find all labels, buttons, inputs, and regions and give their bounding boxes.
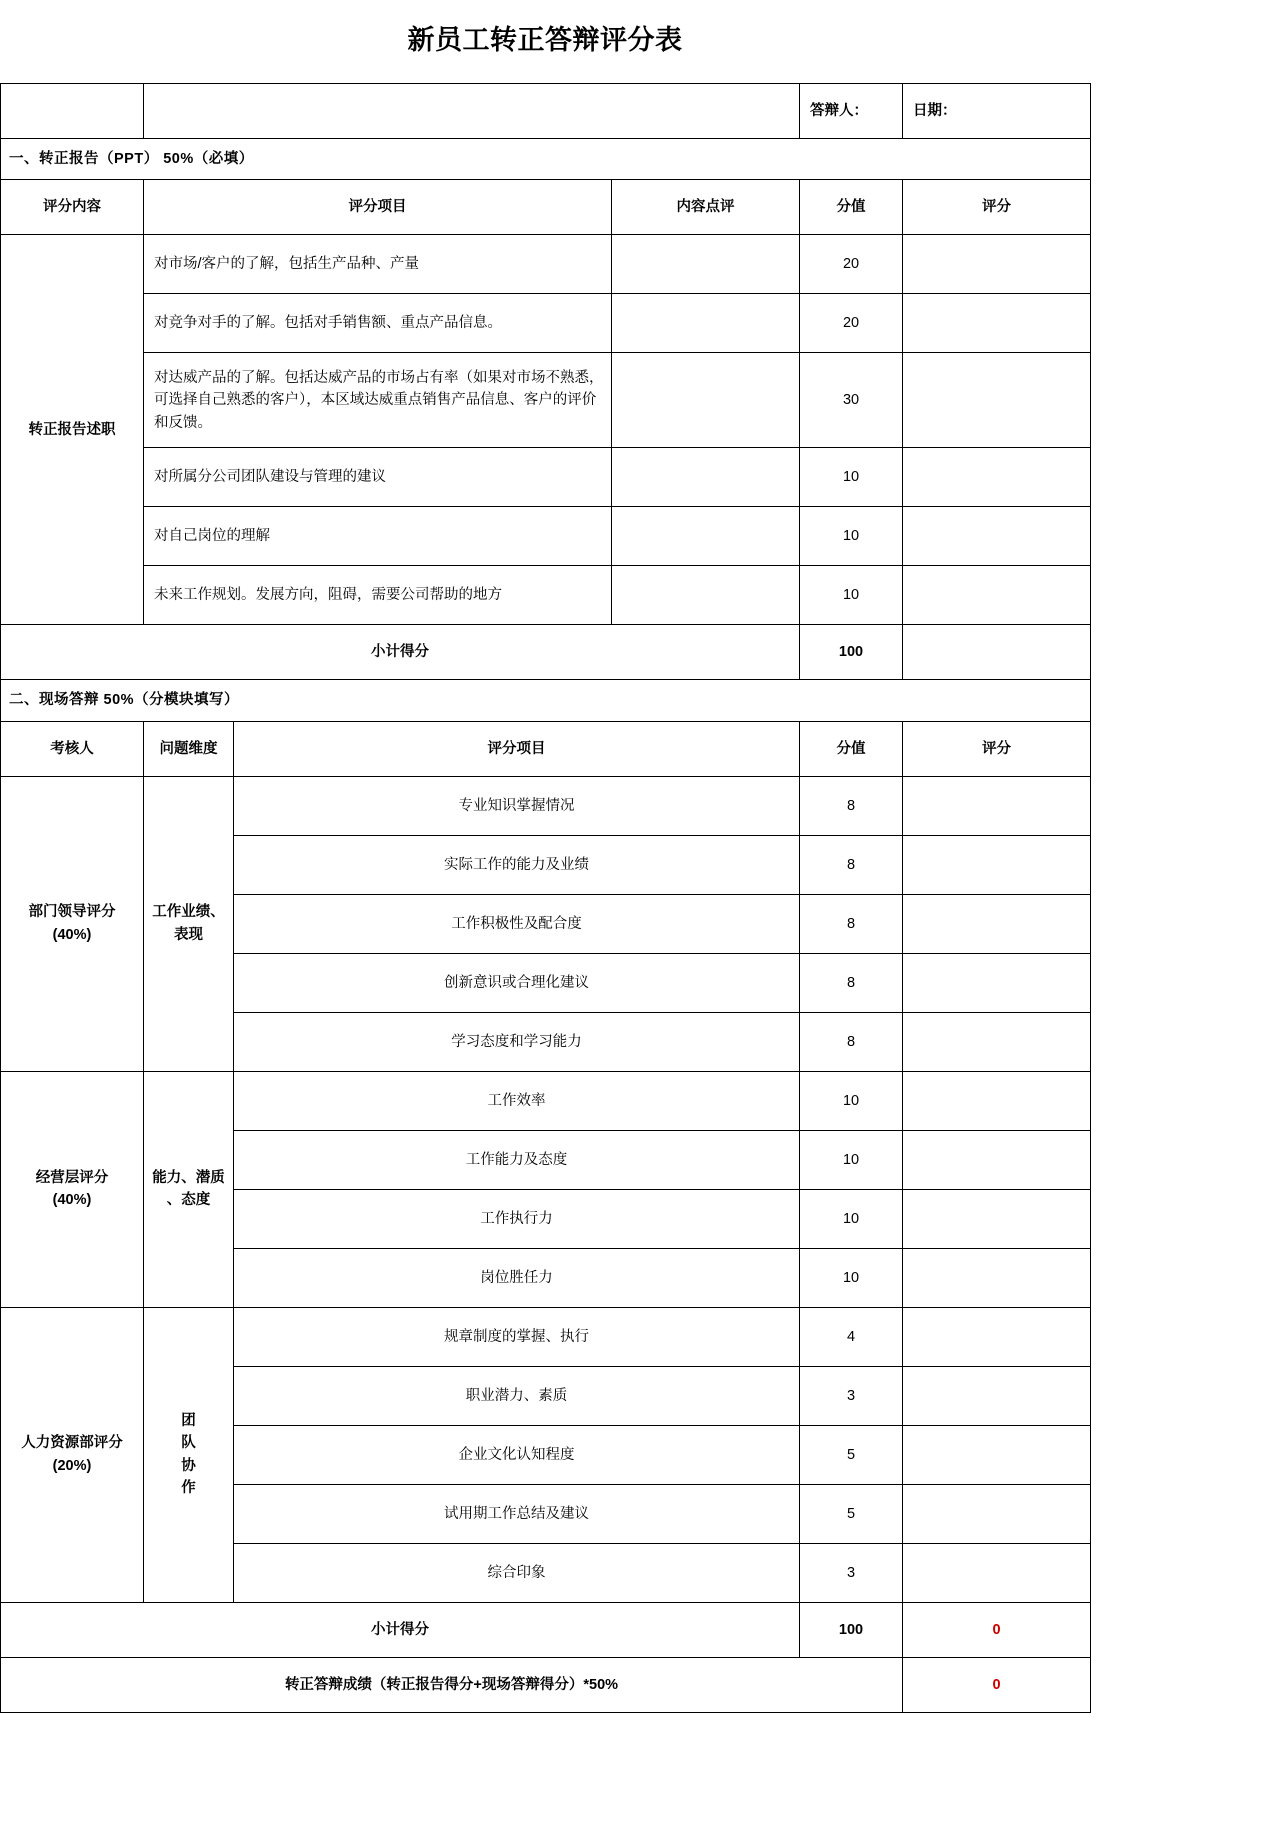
score-input-cell[interactable] — [903, 353, 1091, 448]
dimension-label-line1: 工作业绩、 — [152, 904, 225, 921]
dimension-label-line2: 表现 — [174, 926, 203, 943]
dimension-label-char: 协 — [181, 1457, 196, 1474]
item-description: 对自己岗位的理解 — [144, 507, 612, 566]
page-title: 新员工转正答辩评分表 — [407, 25, 683, 55]
score-input-cell[interactable] — [903, 235, 1091, 294]
score-input-cell[interactable] — [903, 894, 1091, 953]
score-input-cell[interactable] — [903, 1248, 1091, 1307]
points-value: 8 — [800, 776, 903, 835]
score-input-cell[interactable] — [903, 1307, 1091, 1366]
item-description: 对所属分公司团队建设与管理的建议 — [144, 448, 612, 507]
date-label: 日期： — [903, 84, 1091, 139]
score-input-cell[interactable] — [903, 507, 1091, 566]
col-header-dimension: 问题维度 — [144, 721, 234, 776]
col-header-points: 分值 — [800, 180, 903, 235]
col-header-score2: 评分 — [903, 721, 1091, 776]
meta-row — [1, 84, 1091, 139]
final-score-label: 转正答辩成绩（转正报告得分+现场答辩得分）*50% — [1, 1657, 903, 1712]
item-description: 工作效率 — [234, 1071, 800, 1130]
table-row — [1, 448, 1091, 507]
meta-blank-left — [1, 84, 144, 139]
subtotal-label: 小计得分 — [1, 625, 800, 680]
score-input-cell[interactable] — [903, 448, 1091, 507]
col-header-comment: 内容点评 — [612, 180, 800, 235]
score-input-cell[interactable] — [903, 1543, 1091, 1602]
assessor-label-line1: 部门领导评分 — [28, 904, 116, 921]
points-value: 10 — [800, 1071, 903, 1130]
score-input-cell[interactable] — [903, 1130, 1091, 1189]
item-description: 学习态度和学习能力 — [234, 1012, 800, 1071]
score-input-cell[interactable] — [903, 294, 1091, 353]
points-value: 10 — [800, 448, 903, 507]
points-value: 8 — [800, 894, 903, 953]
item-description: 对市场/客户的了解，包括生产品种、产量 — [144, 235, 612, 294]
points-value: 20 — [800, 294, 903, 353]
item-description: 对达威产品的了解。包括达威产品的市场占有率（如果对市场不熟悉，可选择自己熟悉的客户），本区域达威重点销售产品信息、客户的评价和反馈。 — [144, 353, 612, 448]
subtotal-label: 小计得分 — [1, 1602, 800, 1657]
dimension-label-line2: 、态度 — [166, 1192, 211, 1209]
item-description: 实际工作的能力及业绩 — [234, 835, 800, 894]
table-row — [1, 294, 1091, 353]
candidate-label: 答辩人： — [800, 84, 903, 139]
comment-input-cell[interactable] — [612, 235, 800, 294]
points-value: 5 — [800, 1484, 903, 1543]
col-header-assessor: 考核人 — [1, 721, 144, 776]
dimension-label-char: 作 — [181, 1480, 196, 1497]
dimension-label — [144, 1307, 234, 1602]
assessor-label-line2: (20%) — [52, 1457, 92, 1474]
subtotal-score-value: 0 — [903, 1602, 1091, 1657]
meta-blank-middle — [144, 84, 800, 139]
points-value: 5 — [800, 1425, 903, 1484]
points-value: 10 — [800, 566, 903, 625]
points-value: 4 — [800, 1307, 903, 1366]
table-row — [1, 1071, 1091, 1130]
points-value: 10 — [800, 1189, 903, 1248]
table-row — [1, 507, 1091, 566]
table-row — [1, 235, 1091, 294]
col-header-points2: 分值 — [800, 721, 903, 776]
dimension-label — [144, 776, 234, 1071]
table-row — [1, 353, 1091, 448]
comment-input-cell[interactable] — [612, 448, 800, 507]
assessor-label — [1, 1307, 144, 1602]
score-input-cell[interactable] — [903, 776, 1091, 835]
item-description: 企业文化认知程度 — [234, 1425, 800, 1484]
score-input-cell[interactable] — [903, 566, 1091, 625]
score-input-cell[interactable] — [903, 1425, 1091, 1484]
item-description: 工作能力及态度 — [234, 1130, 800, 1189]
col-header-score: 评分 — [903, 180, 1091, 235]
section1-subtotal-row — [1, 625, 1091, 680]
score-input-cell[interactable] — [903, 1366, 1091, 1425]
item-description: 专业知识掌握情况 — [234, 776, 800, 835]
col-header-item: 评分项目 — [144, 180, 612, 235]
score-input-cell[interactable] — [903, 1189, 1091, 1248]
points-value: 3 — [800, 1366, 903, 1425]
section1-heading-row — [1, 139, 1091, 180]
score-input-cell[interactable] — [903, 1012, 1091, 1071]
score-input-cell[interactable] — [903, 835, 1091, 894]
assessor-label-line1: 人力资源部评分 — [21, 1435, 123, 1452]
table-row — [1, 1307, 1091, 1366]
item-description: 职业潜力、素质 — [234, 1366, 800, 1425]
item-description: 岗位胜任力 — [234, 1248, 800, 1307]
col-header-item2: 评分项目 — [234, 721, 800, 776]
comment-input-cell[interactable] — [612, 294, 800, 353]
final-score-value: 0 — [903, 1657, 1091, 1712]
section2-subtotal-row — [1, 1602, 1091, 1657]
item-description: 工作执行力 — [234, 1189, 800, 1248]
section1-column-header-row — [1, 180, 1091, 235]
assessor-label — [1, 776, 144, 1071]
table-row — [1, 566, 1091, 625]
dimension-label — [144, 1071, 234, 1307]
final-score-row — [1, 1657, 1091, 1712]
col-header-content: 评分内容 — [1, 180, 144, 235]
group-label-report-presentation: 转正报告述职 — [1, 235, 144, 625]
section2-heading: 二、现场答辩 50%（分模块填写） — [1, 680, 1091, 721]
item-description: 工作积极性及配合度 — [234, 894, 800, 953]
subtotal-score-cell[interactable] — [903, 625, 1091, 680]
score-input-cell[interactable] — [903, 1484, 1091, 1543]
subtotal-points: 100 — [800, 625, 903, 680]
assessor-label-line2: (40%) — [52, 926, 92, 943]
dimension-label-line1: 能力、潜质 — [152, 1169, 225, 1186]
points-value: 10 — [800, 1248, 903, 1307]
subtotal-points: 100 — [800, 1602, 903, 1657]
assessor-label — [1, 1071, 144, 1307]
points-value: 30 — [800, 353, 903, 448]
points-value: 3 — [800, 1543, 903, 1602]
points-value: 8 — [800, 1012, 903, 1071]
score-input-cell[interactable] — [903, 1071, 1091, 1130]
section2-column-header-row — [1, 721, 1091, 776]
points-value: 10 — [800, 507, 903, 566]
dimension-label-char: 团 — [181, 1413, 196, 1429]
points-value: 8 — [800, 953, 903, 1012]
dimension-label-char: 队 — [181, 1435, 196, 1452]
item-description: 创新意识或合理化建议 — [234, 953, 800, 1012]
item-description: 未来工作规划。发展方向，阻碍，需要公司帮助的地方 — [144, 566, 612, 625]
comment-input-cell[interactable] — [612, 507, 800, 566]
item-description: 对竞争对手的了解。包括对手销售额、重点产品信息。 — [144, 294, 612, 353]
section1-heading: 一、转正报告（PPT） 50%（必填） — [1, 139, 1091, 180]
comment-input-cell[interactable] — [612, 353, 800, 448]
points-value: 10 — [800, 1130, 903, 1189]
points-value: 20 — [800, 235, 903, 294]
scoring-sheet-table — [0, 83, 1091, 1713]
points-value: 8 — [800, 835, 903, 894]
item-description: 规章制度的掌握、执行 — [234, 1307, 800, 1366]
assessor-label-line2: (40%) — [52, 1192, 92, 1209]
section2-heading-row — [1, 680, 1091, 721]
item-description: 试用期工作总结及建议 — [234, 1484, 800, 1543]
score-input-cell[interactable] — [903, 953, 1091, 1012]
table-row — [1, 776, 1091, 835]
comment-input-cell[interactable] — [612, 566, 800, 625]
item-description: 综合印象 — [234, 1543, 800, 1602]
assessor-label-line1: 经营层评分 — [35, 1169, 109, 1186]
